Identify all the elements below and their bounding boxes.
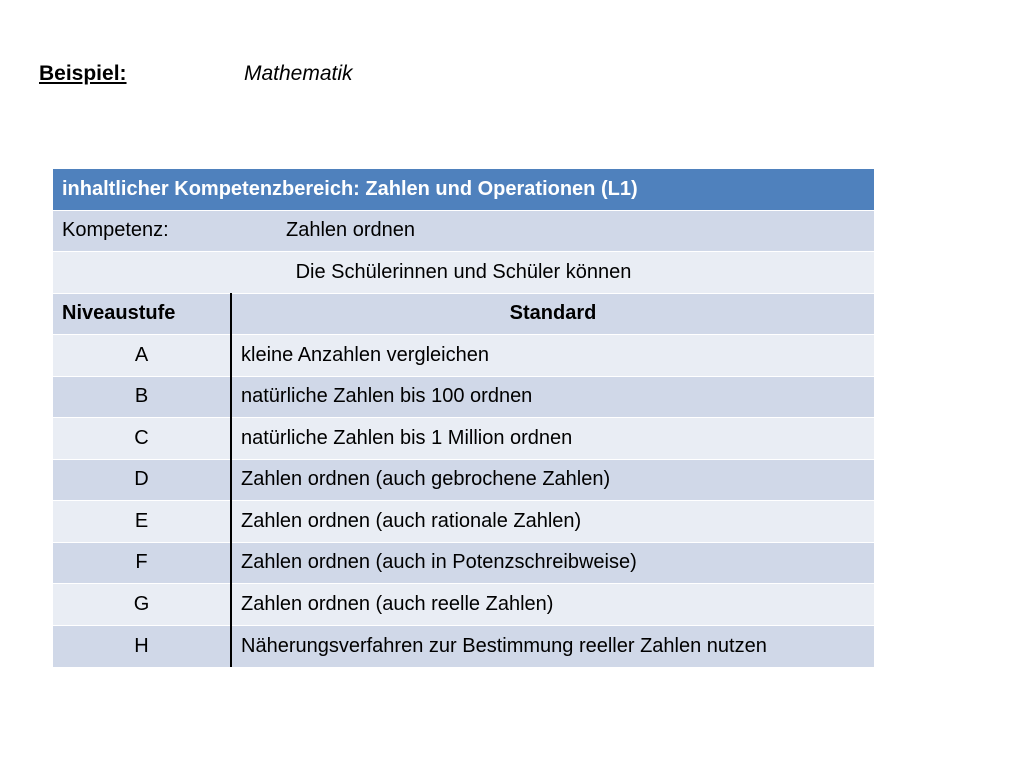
level-cell: F bbox=[53, 542, 231, 584]
intro-text: Die Schülerinnen und Schüler können bbox=[53, 252, 874, 294]
table-row bbox=[53, 625, 874, 667]
standard-cell: kleine Anzahlen vergleichen bbox=[231, 335, 874, 377]
table-row bbox=[53, 584, 874, 626]
table-row bbox=[53, 459, 874, 501]
level-cell: B bbox=[53, 376, 231, 418]
column-header-standard: Standard bbox=[231, 293, 874, 335]
table-row bbox=[53, 335, 874, 377]
kompetenz-value: Zahlen ordnen bbox=[286, 219, 415, 242]
level-cell: D bbox=[53, 459, 231, 501]
table-row bbox=[53, 542, 874, 584]
level-cell: A bbox=[53, 335, 231, 377]
standard-cell: Zahlen ordnen (auch reelle Zahlen) bbox=[231, 584, 874, 626]
level-cell: G bbox=[53, 584, 231, 626]
table-row bbox=[53, 418, 874, 460]
competency-area: inhaltlicher Kompetenzbereich: Zahlen und Operationen (L1) bbox=[53, 169, 874, 211]
column-header-row bbox=[53, 293, 874, 335]
intro-row bbox=[53, 252, 874, 294]
level-cell: H bbox=[53, 625, 231, 667]
table-header-row bbox=[53, 169, 874, 211]
standard-cell: Zahlen ordnen (auch gebrochene Zahlen) bbox=[231, 459, 874, 501]
level-cell: E bbox=[53, 501, 231, 543]
competency-table bbox=[53, 168, 874, 667]
subject-title: Mathematik bbox=[244, 62, 353, 85]
standard-cell: Näherungsverfahren zur Bestimmung reeller Zahlen nutzen bbox=[231, 625, 874, 667]
table-row bbox=[53, 501, 874, 543]
standard-cell: Zahlen ordnen (auch in Potenzschreibweise) bbox=[231, 542, 874, 584]
kompetenz-row bbox=[53, 210, 874, 252]
table-row bbox=[53, 376, 874, 418]
standard-cell: Zahlen ordnen (auch rationale Zahlen) bbox=[231, 501, 874, 543]
standard-cell: natürliche Zahlen bis 1 Million ordnen bbox=[231, 418, 874, 460]
column-header-level: Niveaustufe bbox=[53, 293, 231, 335]
example-label: Beispiel: bbox=[39, 62, 127, 85]
kompetenz-label: Kompetenz: bbox=[62, 219, 169, 242]
level-cell: C bbox=[53, 418, 231, 460]
standard-cell: natürliche Zahlen bis 100 ordnen bbox=[231, 376, 874, 418]
kompetenz-cell bbox=[53, 210, 874, 252]
